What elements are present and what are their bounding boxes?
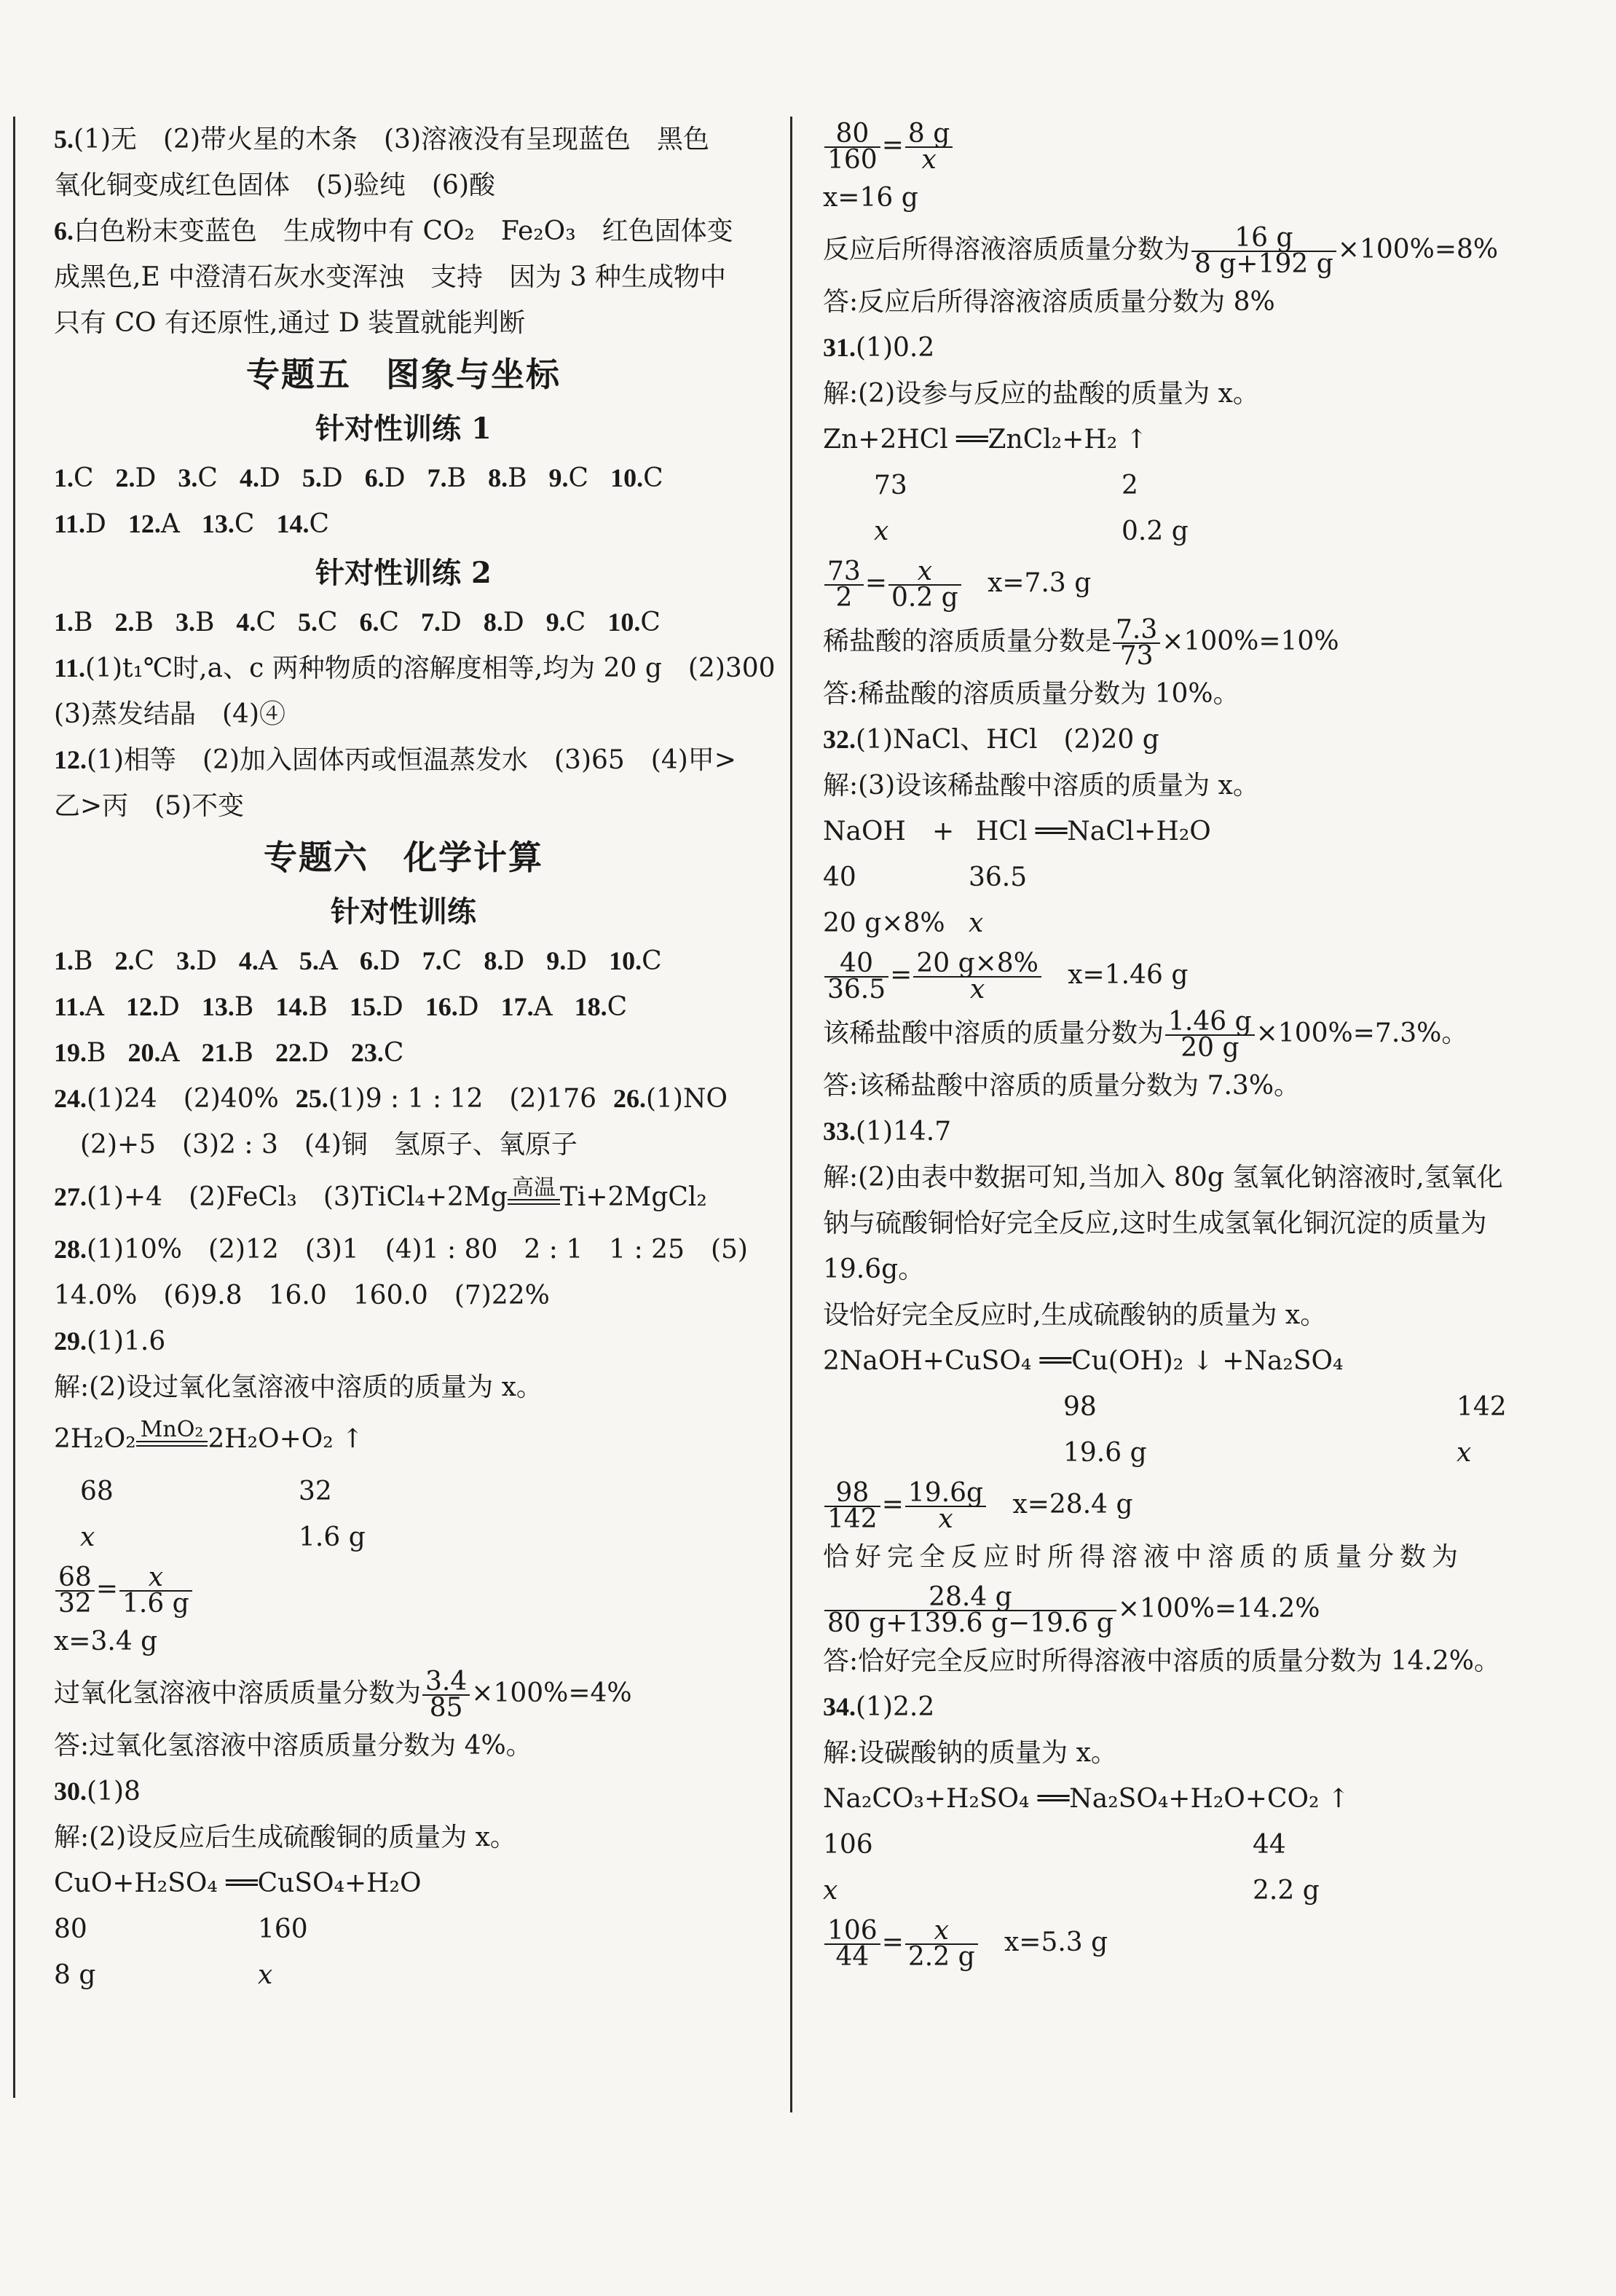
topic-title: 专题六 化学计算 [264,838,543,877]
ratio-row: x 1.6 g [80,1522,366,1552]
choice-answer: D [503,946,525,976]
answer-line: 成黑色,E 中澄清石灰水变浑浊 支持 因为 3 种生成物中 [54,262,726,292]
question-number: 17. [500,992,534,1021]
ratio-row: 40 36.5 [823,862,1028,892]
equation-line: 2H₂O₂ MnO₂ 2H₂O+O₂ ↑ [54,1410,753,1469]
answer-line: 28.(1)10% (2)12 (3)1 (4)1 : 80 2 : 1 1 : 25 (5) [54,1235,748,1265]
question-number: 9. [545,608,566,637]
question-number: 2. [114,608,135,637]
question-number: 2. [114,946,135,975]
question-number: 12. [126,992,159,1021]
choice-answer: C [642,946,662,976]
answer-statement: 答:稀盐酸的溶质质量分数为 10%。 [823,679,1239,709]
section-title: 针对性训练 1 [315,412,492,446]
choice-answer: C [234,509,255,539]
choice-answer: B [87,1038,106,1068]
choice-answer: B [234,992,254,1022]
solution-line: 设恰好完全反应时,生成硫酸钠的质量为 x。 [823,1300,1327,1330]
question-number: 5. [301,463,322,492]
question-number: 16. [425,992,458,1021]
choice-answer: C [640,608,661,637]
choice-answer-line [54,938,753,984]
choice-answer: C [383,1038,404,1068]
choice-answer: B [446,463,467,493]
question-number: 8. [483,608,503,637]
choice-answer: D [566,946,588,976]
question-number: 18. [574,992,607,1021]
choice-answer: C [441,946,462,976]
percent-line: 过氧化氢溶液中溶质质量分数为 $\frac{3.4}{85}$ ×100%=4% [54,1667,632,1723]
question-number: 3. [176,946,197,975]
choice-answer-line [54,599,753,645]
question-number: 4. [238,946,259,975]
choice-answer: C [309,509,329,539]
left-margin-rule [13,117,15,2098]
proportion-line: $\frac{80}{160}$ = $\frac{8 g}{x}$ [823,117,1566,175]
question-number: 3. [178,463,198,492]
equation-line: Zn+2HCl ══ZnCl₂+H₂ ↑ [823,425,1148,455]
answer-line: 氧化铜变成红色固体 (5)验纯 (6)酸 [54,170,495,200]
choice-answer: D [159,992,180,1022]
answer-line: 31.(1)0.2 [823,333,935,363]
answer-block [54,455,753,547]
choice-answer: B [308,992,328,1022]
equation-line: NaOH + HCl ══NaCl+H₂O [823,817,1211,846]
choice-answer: D [135,463,157,493]
percent-line: 反应后所得溶液溶质质量分数为 $\frac{16 g}{8 g+192 g}$ ×100%=8% [823,223,1499,279]
question-number: 15. [349,992,382,1021]
question-number: 23. [350,1038,384,1067]
ratio-row: 20 g×8% x [823,908,984,938]
question-number: 14. [276,509,310,538]
answer-line: 5.(1)无 (2)带火星的木条 (3)溶液没有呈现蓝色 黑色 [54,125,709,154]
solution-line: 钠与硫酸铜恰好完全反应,这时生成氢氧化铜沉淀的质量为 [823,1208,1487,1238]
question-number: 4. [239,463,259,492]
answer-block [54,599,753,645]
ratio-row: 68 32 [80,1477,332,1506]
proportion-line: $\frac{73}{2}$ = $\frac{x}{0.2 g}$ x=7.3 g [823,554,1566,613]
ratio-row: x 0.2 g [874,516,1189,546]
choice-answer: A [533,992,553,1022]
choice-answer: D [379,946,401,976]
choice-answer: D [259,463,280,493]
question-number: 5. [299,946,319,975]
ratio-row: 73 2 [874,471,1138,500]
choice-answer-line [54,1030,753,1076]
question-number: 1. [54,463,74,492]
answer-line: 30.(1)8 [54,1777,141,1806]
result-line: x=3.4 g [54,1627,158,1656]
question-number: 8. [488,463,508,492]
question-number: 20. [127,1038,161,1067]
solution-line: 解:(2)设反应后生成硫酸铜的质量为 x。 [54,1823,516,1852]
question-number: 13. [201,992,234,1021]
choice-answer: A [85,992,105,1022]
question-number: 8. [484,946,504,975]
question-number: 3. [175,608,195,637]
choice-answer: D [321,463,343,493]
choice-answer: C [256,608,276,637]
answer-line: 32.(1)NaCl、HCl (2)20 g [823,725,1159,755]
choice-answer: D [502,608,524,637]
choice-answer: A [318,946,338,976]
proportion-line: $\frac{106}{44}$ = $\frac{x}{2.2 g}$ x=5.3 g [823,1914,1566,1972]
question-number: 1. [54,608,74,637]
percent-line: $\frac{28.4 g}{80 g+139.6 g-19.6 g}$ ×100%=14.2% [823,1580,1566,1638]
choice-answer: A [160,509,180,539]
choice-answer: A [160,1038,180,1068]
answer-line: 29.(1)1.6 [54,1326,166,1356]
answer-line: 12.(1)相等 (2)加入固体丙或恒温蒸发水 (3)65 (4)甲> [54,745,736,775]
choice-answer: C [74,463,94,493]
ratio-row: 8 g x [54,1960,273,1990]
choice-answer: B [134,608,154,637]
choice-answer: C [565,608,586,637]
choice-answer: B [234,1038,253,1068]
equation-line: CuO+H₂SO₄ ══CuSO₄+H₂O [54,1868,422,1898]
solution-line: 恰好完全反应时所得溶液中溶质的质量分数为 [823,1542,1465,1572]
column-divider [790,117,792,2112]
percent-line: 该稀盐酸中溶质的质量分数为 $\frac{1.46 g}{20 g}$ ×100%=7.3%。 [823,1007,1468,1063]
answer-statement: 答:过氧化氢溶液中溶质质量分数为 4%。 [54,1731,532,1761]
ratio-row: 98 142 [1063,1392,1507,1422]
answer-line: (2)+5 (3)2 : 3 (4)铜 氢原子、氧原子 [80,1130,578,1160]
choice-answer: C [379,608,400,637]
choice-answer: C [607,992,628,1022]
solution-line: 19.6g。 [823,1254,925,1284]
choice-answer: D [307,1038,329,1068]
question-number: 2. [115,463,135,492]
question-number: 6. [359,946,379,975]
answer-statement: 答:恰好完全反应时所得溶液中溶质的质量分数为 14.2%。 [823,1646,1500,1676]
answer-statement: 答:反应后所得溶液溶质质量分数为 8% [823,287,1275,317]
choice-answer: B [74,946,93,976]
topic-title: 专题五 图象与坐标 [246,355,561,394]
choice-answer: D [196,946,217,976]
reaction-condition: MnO₂ [136,1419,208,1463]
question-number: 11. [54,992,86,1021]
question-number: 13. [201,509,234,538]
answer-statement: 答:该稀盐酸中溶质的质量分数为 7.3%。 [823,1071,1301,1101]
answer-line: 只有 CO 有还原性,通过 D 装置就能判断 [54,308,526,338]
answer-block [54,938,753,1076]
question-number: 21. [201,1038,234,1067]
question-number: 10. [609,946,642,975]
question-number: 12. [127,509,161,538]
choice-answer: A [258,946,277,976]
choice-answer: C [317,608,338,637]
answer-line: 24.(1)24 (2)40% 25.(1)9 : 1 : 12 (2)176 26.(1)NO [54,1084,728,1114]
proportion-line: $\frac{68}{32}$ = $\frac{x}{1.6 g}$ [54,1560,753,1619]
question-number: 9. [548,463,569,492]
proportion-line: $\frac{40}{36.5}$ = $\frac{20 g\times 8\%}{x}$ x=1.46 g [823,946,1566,1004]
answer-line: 6.白色粉末变蓝色 生成物中有 CO₂ Fe₂O₃ 红色固体变 [54,216,733,246]
choice-answer: B [74,608,93,637]
choice-answer: D [85,509,106,539]
answer-line: 33.(1)14.7 [823,1117,952,1147]
solution-line: 解:(2)设参与反应的盐酸的质量为 x。 [823,379,1259,409]
answer-line: 乙>丙 (5)不变 [54,791,245,821]
question-number: 10. [607,608,641,637]
choice-answer: D [384,463,406,493]
proportion-line: $\frac{98}{142}$ = $\frac{19.6g}{x}$ x=28.4 g [823,1476,1566,1534]
section-title: 针对性训练 [331,895,476,929]
choice-answer: C [643,463,663,493]
question-number: 7. [427,463,447,492]
answer-line: (3)蒸发结晶 (4)④ [54,699,285,729]
choice-answer: D [382,992,403,1022]
question-number: 4. [236,608,256,637]
section-title: 针对性训练 2 [315,556,492,590]
equation-line: 2NaOH+CuSO₄ ══Cu(OH)₂ ↓ +Na₂SO₄ [823,1346,1344,1376]
reaction-condition: 高温 [508,1177,560,1221]
question-number: 5. [297,608,318,637]
question-number: 6. [364,463,385,492]
percent-line: 稀盐酸的溶质质量分数是 $\frac{7.3}{73}$ ×100%=10% [823,615,1339,671]
ratio-row: x 2.2 g [823,1876,1320,1906]
question-number: 22. [275,1038,308,1067]
ratio-row: 80 160 [54,1914,308,1944]
equation-line: Na₂CO₃+H₂SO₄ ══Na₂SO₄+H₂O+CO₂ ↑ [823,1784,1350,1814]
choice-answer: D [457,992,479,1022]
question-number: 7. [421,608,441,637]
question-number: 11. [54,509,86,538]
answer-line: 11.(1)t₁℃时,a、c 两种物质的溶解度相等,均为 20 g (2)300 [54,653,776,683]
answer-line: 34.(1)2.2 [823,1692,935,1722]
choice-answer: C [568,463,589,493]
question-number: 19. [54,1038,87,1067]
answer-line: 27.(1)+4 (2)FeCl₃ (3)TiCl₄+2Mg 高温 Ti+2MgCl₂ [54,1168,753,1227]
ratio-row: 106 44 [823,1830,1286,1860]
choice-answer: C [134,946,155,976]
left-column [54,117,776,1998]
solution-line: 解:(3)设该稀盐酸中溶质的质量为 x。 [823,771,1259,801]
solution-line: 解:(2)设过氧化氢溶液中溶质的质量为 x。 [54,1372,543,1402]
question-number: 10. [610,463,644,492]
question-number: 7. [422,946,442,975]
question-number: 9. [546,946,567,975]
right-column [823,117,1566,1972]
question-number: 1. [54,946,74,975]
choice-answer-line [54,501,753,547]
choice-answer: B [194,608,215,637]
choice-answer-line [54,455,753,501]
question-number: 14. [275,992,309,1021]
choice-answer-line [54,984,753,1030]
solution-line: 解:设碳酸钠的质量为 x。 [823,1738,1117,1768]
choice-answer: C [197,463,218,493]
ratio-row: 19.6 g x [1063,1438,1472,1468]
answer-line: 14.0% (6)9.8 16.0 160.0 (7)22% [54,1281,550,1310]
choice-answer: D [441,608,462,637]
choice-answer: B [508,463,527,493]
question-number: 6. [359,608,379,637]
solution-line: 解:(2)由表中数据可知,当加入 80g 氢氧化钠溶液时,氢氧化 [823,1163,1503,1192]
result-line: x=16 g [823,183,918,213]
